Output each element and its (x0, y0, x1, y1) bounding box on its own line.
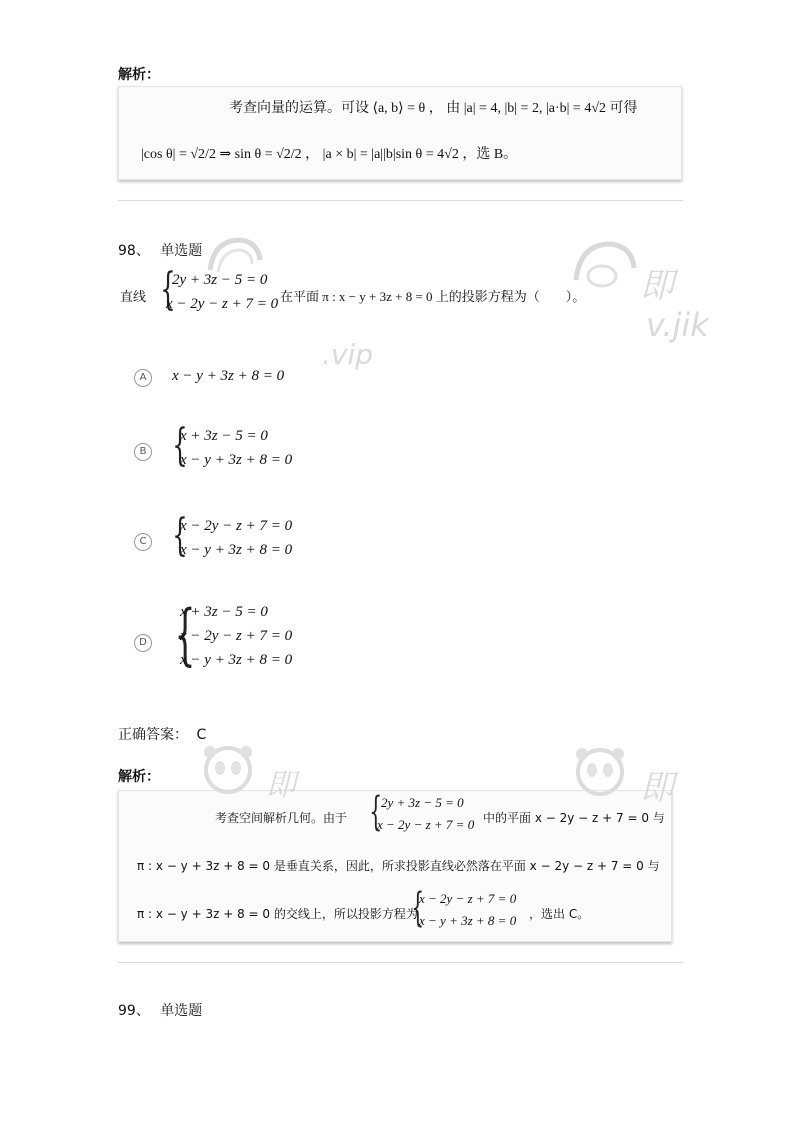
panda-watermark-icon (200, 232, 264, 282)
watermark-url: v.jik (646, 306, 709, 344)
panda-watermark-icon (568, 742, 634, 800)
prev-analysis-line2: |cos θ| = √2/2 ⇒ sin θ = √2/2 ， |a × b| = |a||b|sin θ = 4√2 ，选 B。 (141, 147, 518, 162)
option-c-brace: { (172, 510, 188, 561)
next-question-number: 99、 (118, 1003, 150, 1019)
analysis-l3-brace: { (411, 885, 425, 931)
option-a-radio[interactable]: A (134, 369, 152, 387)
stem-brace: { (160, 264, 176, 315)
watermark-brand: 即 (640, 768, 674, 808)
panda-watermark-icon (568, 236, 638, 292)
option-d-brace: { (174, 596, 196, 673)
analysis-l2: π : x − y + 3z + 8 = 0 是垂直关系，因此，所求投影直线必然落在平面 x − 2y − z + 7 = 0 与 (137, 859, 660, 873)
stem-prefix: 直线 (120, 290, 147, 305)
next-question-type: 单选题 (160, 1003, 203, 1019)
stem-suffix: 在平面 π : x − y + 3z + 8 = 0 上的投影方程为（ ）。 (280, 289, 586, 304)
option-c-radio[interactable]: C (134, 533, 152, 551)
correct-answer (118, 724, 206, 744)
question-type: 单选题 (160, 243, 203, 259)
prev-analysis-line1: 考查向量的运算。可设 ⟨a, b⟩ = θ ， 由 |a| = 4, |b| = 2, |a·b| = 4√2 可得 (229, 101, 638, 116)
analysis-l3-eq2: x − y + 3z + 8 = 0 (419, 913, 517, 928)
option-d[interactable] (134, 596, 634, 682)
option-a[interactable] (134, 362, 634, 392)
option-a-eq: x − y + 3z + 8 = 0 (172, 368, 285, 384)
next-question-header (118, 1000, 202, 1020)
option-d-eq2: x − 2y − z + 7 = 0 (180, 628, 293, 644)
analysis-l3-prefix: π : x − y + 3z + 8 = 0 的交线上，所以投影方程为 (137, 907, 418, 921)
stem-eq1: 2y + 3z − 5 = 0 (172, 272, 268, 288)
analysis-l1-suffix: 中的平面 x − 2y − z + 7 = 0 与 (483, 811, 665, 825)
watermark-vip: .vip (322, 338, 374, 371)
option-c-eq1: x − 2y − z + 7 = 0 (180, 518, 293, 534)
divider (118, 200, 683, 201)
watermark-brand: 即 (266, 768, 296, 803)
option-b-radio[interactable]: B (134, 443, 152, 461)
correct-answer-value: C (196, 727, 207, 743)
prev-analysis-box (118, 86, 682, 180)
analysis-l1-prefix: 考查空间解析几何。由于 (215, 811, 348, 825)
analysis-l3-eq1: x − 2y − z + 7 = 0 (419, 891, 517, 906)
watermark-brand: 即 (640, 266, 674, 306)
correct-answer-label: 正确答案： (118, 727, 188, 743)
option-b-eq2: x − y + 3z + 8 = 0 (180, 452, 293, 468)
panda-watermark-icon (196, 740, 262, 798)
analysis-box (118, 790, 672, 942)
option-d-eq1: x + 3z − 5 = 0 (180, 604, 268, 620)
analysis-label: 解析： (118, 769, 160, 785)
prev-analysis-label: 解析： (118, 67, 160, 83)
option-b-eq1: x + 3z − 5 = 0 (180, 428, 268, 444)
question-header (118, 240, 202, 260)
analysis-l1-brace: { (369, 789, 383, 835)
stem-eq2: x − 2y − z + 7 = 0 (166, 296, 279, 312)
analysis-l1-eq1: 2y + 3z − 5 = 0 (381, 795, 464, 810)
analysis-l1-eq2: x − 2y − z + 7 = 0 (377, 817, 475, 832)
option-c-eq2: x − y + 3z + 8 = 0 (180, 542, 293, 558)
option-c[interactable] (134, 510, 634, 568)
option-b-brace: { (172, 420, 188, 471)
option-d-radio[interactable]: D (134, 634, 152, 652)
question-number: 98、 (118, 243, 150, 259)
option-b[interactable] (134, 420, 634, 478)
option-d-eq3: x − y + 3z + 8 = 0 (180, 652, 293, 668)
analysis-l3-suffix: ，选出 C。 (529, 907, 590, 921)
divider (118, 962, 683, 963)
